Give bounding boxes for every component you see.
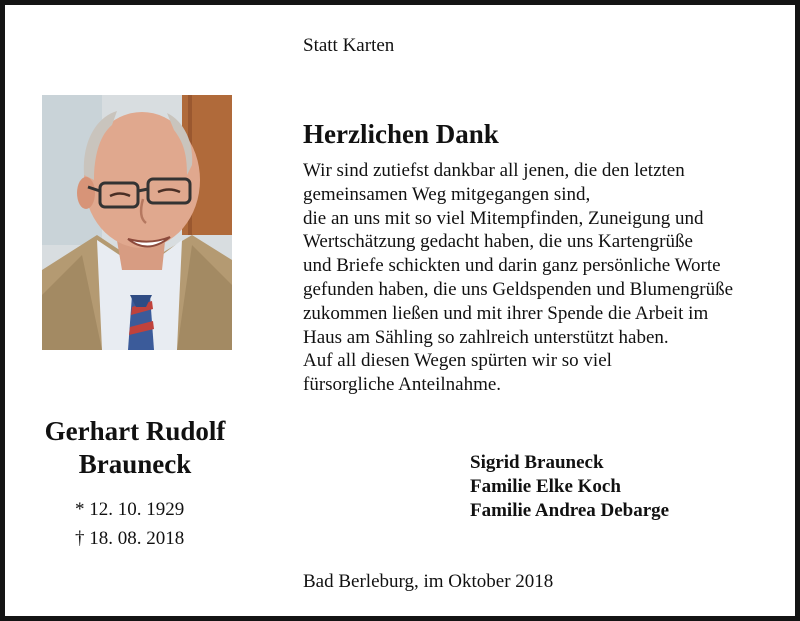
thanks-heading: Herzlichen Dank: [303, 119, 499, 149]
thanks-body: [303, 159, 783, 397]
deceased-name: [27, 415, 243, 481]
signers-list: [470, 451, 669, 523]
body-line: Wertschätzung gedacht haben, die uns Kartengrüße: [303, 231, 693, 253]
name-line-2: Brauneck: [78, 449, 192, 479]
signer: Familie Elke Koch: [470, 476, 621, 497]
life-dates: [75, 495, 184, 553]
place-date-footer: Bad Berleburg, im Oktober 2018: [303, 571, 554, 592]
body-line: Auf all diesen Wegen spürten wir so viel: [303, 350, 612, 372]
body-line: Wir sind zutiefst dankbar all jenen, die den letzten: [303, 160, 685, 181]
body-line: Haus am Sähling so zahlreich unterstützt haben.: [303, 326, 669, 348]
body-line: gefunden haben, die uns Geldspenden und Blumengrüße: [303, 278, 734, 300]
name-line-1: Gerhart Rudolf: [44, 416, 226, 446]
body-line: die an uns mit so viel Mitempfinden, Zuneigung und: [303, 207, 704, 229]
body-line: gemeinsamen Weg mitgegangen sind,: [303, 183, 591, 205]
signer: Familie Andrea Debarge: [470, 500, 670, 521]
death-date: † 18. 08. 2018: [75, 528, 185, 549]
body-line: fürsorgliche Anteilnahme.: [303, 374, 502, 396]
header-text: Statt Karten: [303, 35, 395, 56]
birth-date: * 12. 10. 1929: [75, 499, 185, 520]
portrait-photo: [42, 95, 232, 350]
body-line: zukommen ließen und mit ihrer Spende die Arbeit im: [303, 302, 709, 324]
signer: Sigrid Brauneck: [470, 452, 604, 473]
body-line: und Briefe schickten und darin ganz persönliche Worte: [303, 255, 721, 277]
